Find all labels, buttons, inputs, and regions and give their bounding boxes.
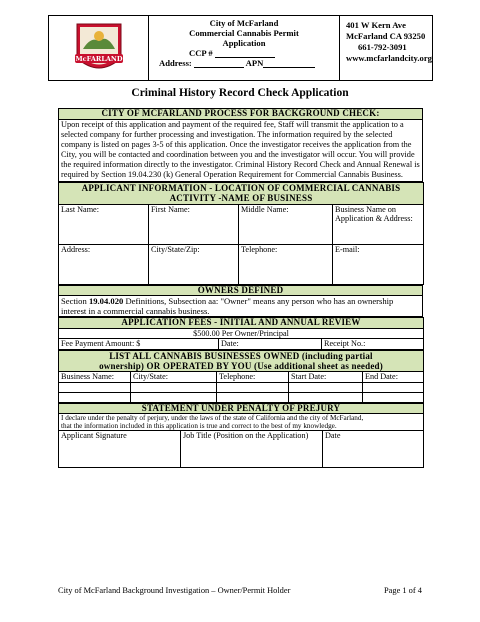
businesses-section [58, 350, 424, 403]
owners-heading: OWNERS DEFINED [59, 285, 423, 296]
first-name-label: First Name: [151, 204, 190, 214]
applicant-section [58, 182, 424, 285]
job-title-label: Job Title (Position on the Application) [183, 431, 309, 441]
street-address: 401 W Kern Ave [346, 20, 406, 30]
col-business-name: Business Name: [59, 371, 131, 382]
footer-left: City of McFarland Background Investigation – Owner/Permit Holder [58, 586, 291, 595]
col-telephone: Telephone: [217, 371, 289, 382]
business-cell[interactable] [131, 382, 217, 392]
address-label: Address: [61, 244, 91, 254]
telephone-field[interactable] [239, 244, 333, 284]
address-field-cell[interactable] [59, 244, 149, 284]
business-cell[interactable] [289, 392, 363, 402]
business-name-field[interactable] [333, 204, 424, 244]
process-heading: CITY OF MCFARLAND PROCESS FOR BACKGROUND CHECK: [59, 109, 423, 120]
email-field[interactable] [333, 244, 424, 284]
city-state-zip-label: City/State/Zip: [151, 244, 200, 254]
process-text: Upon receipt of this application and payment of the required fee, Staff will transmit the application to a selected company for further processing and investigation. The information required by the selected company is listed on pages 3-5 of this application. Once the investigator receives the application from the City, you will be contacted and coordination between you and the investigator will occur. You will provide the required information directly to the investigator. Criminal History Record Check and Annual Renewal is required by Section 19.04.230 (k) General Operation Requirement for Commercial Cannabis Business. [59, 119, 423, 181]
page-title: Criminal History Record Check Application [131, 87, 349, 99]
job-title-field[interactable] [181, 431, 323, 468]
receipt-label: Receipt No.: [324, 339, 366, 349]
table-row [59, 382, 424, 392]
business-cell[interactable] [217, 382, 289, 392]
apn-label: APN [245, 58, 264, 68]
last-name-label: Last Name: [61, 204, 99, 214]
applicant-heading: APPLICANT INFORMATION - LOCATION OF COMMERCIAL CANNABIS ACTIVITY -NAME OF BUSINESS [59, 182, 424, 204]
declaration-line-1: I declare under the penalty of perjury, under the laws of the state of California and the city of McFarland, [61, 414, 364, 423]
website: www.mcfarlandcity.org [346, 53, 432, 63]
address-field[interactable] [194, 58, 244, 68]
page-number: Page 1 of 4 [384, 586, 422, 595]
owners-section [58, 285, 423, 318]
fees-heading: APPLICATION FEES - INITIAL AND ANNUAL REVIEW [59, 318, 424, 329]
col-start-date: Start Date: [289, 371, 363, 382]
process-section [58, 108, 423, 182]
city-seal-logo [49, 16, 149, 80]
fee-payment-label: Fee Payment Amount: $ [61, 339, 141, 349]
signature-date-field[interactable] [323, 431, 424, 468]
document-header [48, 15, 433, 81]
business-cell[interactable] [363, 392, 424, 402]
middle-name-label: Middle Name: [241, 204, 289, 214]
address-label: Address: [159, 58, 192, 68]
statement-heading: STATEMENT UNDER PENALTY OF PREJURY [59, 403, 424, 414]
application-label: Application [222, 38, 266, 48]
receipt-field[interactable] [322, 339, 424, 350]
businesses-heading: LIST ALL CANNABIS BUSINESSES OWNED (including partial ownership) OR OPERATED BY YOU (Use additional sheet as needed) [59, 350, 424, 371]
section-prefix: Section [61, 296, 89, 307]
business-cell[interactable] [59, 382, 131, 392]
ccp-label: CCP # [189, 48, 213, 58]
middle-name-field[interactable] [239, 204, 333, 244]
col-end-date: End Date: [363, 371, 424, 382]
col-city-state: City/State: [131, 371, 217, 382]
section-text: Definitions, Subsection aa: "Owner" means any person who has an ownership interest in a commercial cannabis business. [61, 296, 394, 317]
business-cell[interactable] [59, 392, 131, 402]
signature-date-label: Date [325, 431, 341, 441]
table-row [59, 392, 424, 402]
city-state-zip: McFarland CA 93250 [346, 31, 426, 41]
ccp-line [149, 48, 339, 58]
permit-title-block [149, 16, 340, 80]
telephone-label: Telephone: [241, 244, 278, 254]
ccp-field[interactable] [215, 48, 275, 58]
city-state-zip-field[interactable] [149, 244, 239, 284]
declaration-line-2: that the information included in this application is true and correct to the best of my knowledge. [61, 422, 337, 431]
business-cell[interactable] [289, 382, 363, 392]
city-contact-block [340, 16, 432, 80]
svg-text:McFARLAND: McFARLAND [75, 55, 123, 63]
apn-field[interactable] [263, 58, 315, 68]
business-cell[interactable] [363, 382, 424, 392]
owners-definition [59, 296, 423, 317]
fees-section [58, 317, 424, 350]
fee-date-field[interactable] [219, 339, 322, 350]
phone-number: 661-792-3091 [358, 42, 407, 52]
statement-section [58, 403, 424, 469]
fee-amount: $500.00 Per Owner/Principal [59, 328, 424, 339]
business-cell[interactable] [131, 392, 217, 402]
business-name-label: Business Name on Application & Address: [335, 204, 413, 224]
first-name-field[interactable] [149, 204, 239, 244]
application-form [58, 108, 423, 468]
address-apn-line [149, 58, 339, 68]
permit-name: Commercial Cannabis Permit [189, 28, 299, 38]
email-label: E-mail: [335, 244, 360, 254]
section-number: 19.04.020 [88, 296, 124, 307]
last-name-field[interactable] [59, 204, 149, 244]
fee-date-label: Date: [221, 339, 239, 349]
signature-label: Applicant Signature [61, 431, 127, 441]
business-cell[interactable] [217, 392, 289, 402]
declaration-text [59, 414, 424, 431]
city-name: City of McFarland [209, 18, 279, 28]
fee-payment-field[interactable] [59, 339, 219, 350]
signature-field[interactable] [59, 431, 181, 468]
